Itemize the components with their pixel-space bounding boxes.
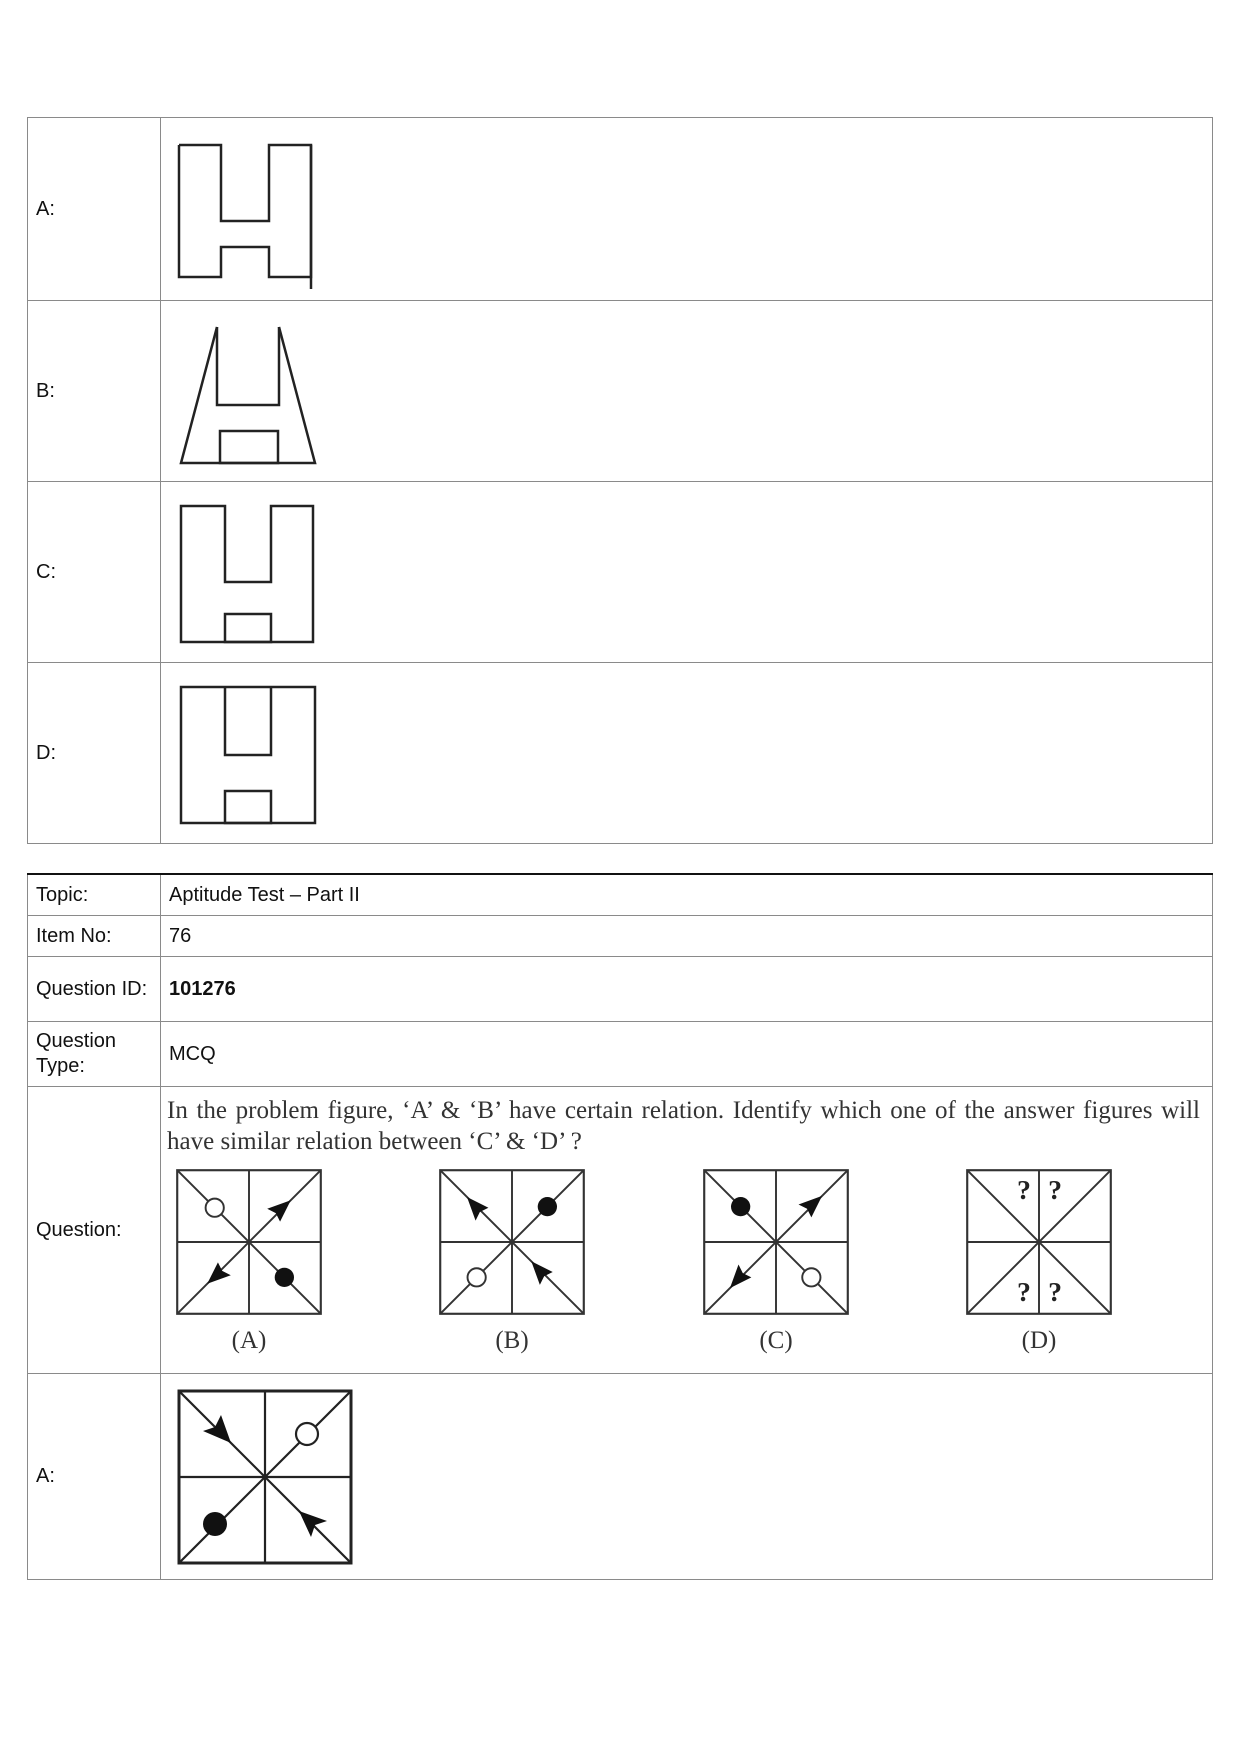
option-label-a: A: [28, 118, 161, 301]
u-shape-with-box-figure [167, 492, 327, 652]
question-mark: ? [1017, 1276, 1031, 1308]
square-with-u-figure [167, 673, 327, 833]
figure-b-caption: (B) [495, 1327, 529, 1354]
option-figure-b [161, 301, 1213, 482]
question-row [28, 1087, 1213, 1374]
question-id-label: Question ID: [28, 957, 161, 1022]
figure-c-caption: (C) [759, 1327, 793, 1354]
figure-b-diagram [437, 1167, 587, 1317]
option-row-b [28, 301, 1213, 482]
figure-a-diagram [174, 1167, 324, 1317]
item-label: Item No: [28, 916, 161, 957]
question-figure-a [174, 1167, 324, 1355]
question-id-value: 101276 [161, 957, 1213, 1022]
item-row [28, 916, 1213, 957]
option-row-c [28, 482, 1213, 663]
question-mark: ? [1048, 1175, 1063, 1207]
question-type-row [28, 1022, 1213, 1087]
question-figures [161, 1157, 1212, 1367]
figure-a-caption: (A) [231, 1327, 267, 1354]
question-meta-table [27, 873, 1213, 1580]
option-figure-d [161, 663, 1213, 844]
question-figure-d [964, 1167, 1114, 1355]
option-label-b: B: [28, 301, 161, 482]
question-type-value: MCQ [161, 1022, 1213, 1087]
question-label: Question: [28, 1087, 161, 1374]
figure-c-diagram [701, 1167, 851, 1317]
option-label-c: C: [28, 482, 161, 663]
question-mark: ? [1048, 1276, 1063, 1308]
topic-value: Aptitude Test – Part II [161, 874, 1213, 916]
question-type-label: Question Type: [28, 1022, 161, 1087]
question-text: In the problem figure, ‘A’ & ‘B’ have certain relation. Identify which one of the answer figures will have similar relation between ‘C’ & ‘D’ ? [167, 1097, 1200, 1155]
option-figure-a [161, 118, 1213, 301]
item-value: 76 [161, 916, 1213, 957]
trapezoid-figure [167, 311, 327, 471]
option-label-d: D: [28, 663, 161, 844]
question-figure-b [437, 1167, 587, 1355]
figure-d-diagram [964, 1167, 1114, 1317]
question-mark: ? [1017, 1175, 1031, 1207]
question-figure-c [701, 1167, 851, 1355]
answer-figure [161, 1374, 1213, 1580]
h-shape-figure [167, 129, 327, 289]
question-content [161, 1087, 1213, 1374]
topic-label: Topic: [28, 874, 161, 916]
question-id-row [28, 957, 1213, 1022]
figure-d-caption: (D) [1021, 1327, 1057, 1354]
answer-diagram [175, 1387, 355, 1567]
option-row-d [28, 663, 1213, 844]
option-row-a [28, 118, 1213, 301]
topic-row [28, 874, 1213, 916]
answer-label: A: [28, 1374, 161, 1580]
options-table [27, 117, 1213, 844]
option-figure-c [161, 482, 1213, 663]
answer-row [28, 1374, 1213, 1580]
